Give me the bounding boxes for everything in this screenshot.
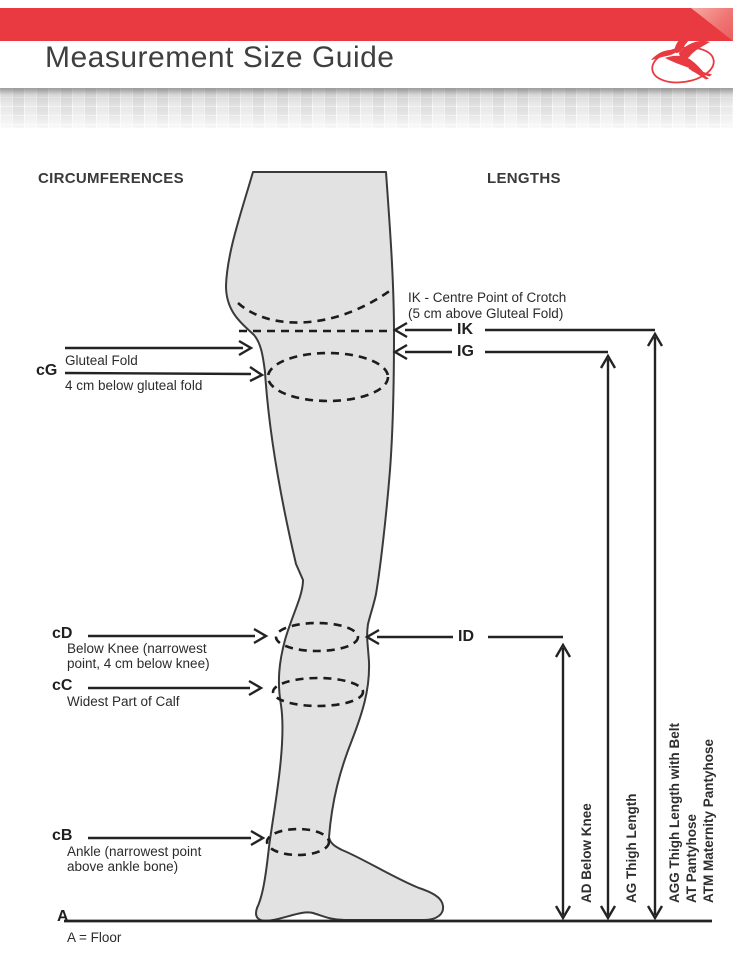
ik-note-line2: (5 cm above Gluteal Fold) <box>408 306 564 321</box>
atm-maternity-pantyhose-label: ATM Maternity Pantyhose <box>701 738 716 903</box>
ik-note-line1: IK - Centre Point of Crotch <box>408 290 567 305</box>
cc-arrow <box>88 681 261 695</box>
ik-arrow <box>395 323 655 337</box>
cg-code-label: cG <box>36 362 58 379</box>
agg-labels <box>666 723 717 903</box>
cg-description-label: 4 cm below gluteal fold <box>65 378 203 393</box>
ig-code-label: IG <box>457 343 474 360</box>
a-floor-label: A = Floor <box>67 930 122 945</box>
cd-code-label: cD <box>52 625 73 642</box>
circumferences-heading: CIRCUMFERENCES <box>38 170 184 187</box>
ig-arrow <box>395 345 608 359</box>
page-title: Measurement Size Guide <box>45 41 395 74</box>
ag-thigh-length-label: AG Thigh Length <box>624 793 639 903</box>
ag-length-arrow <box>601 356 615 918</box>
cb-arrow <box>88 831 263 845</box>
cc-code-label: cC <box>52 677 73 694</box>
at-pantyhose-label: AT Pantyhose <box>684 813 699 903</box>
cc-description-label: Widest Part of Calf <box>67 694 180 709</box>
ik-code-label: IK <box>457 321 473 338</box>
agg-length-arrow <box>648 334 662 918</box>
cb-description-label: Ankle (narrowest point above ankle bone) <box>67 844 202 874</box>
gluteal-fold-label: Gluteal Fold <box>65 353 138 368</box>
cd-description-label: Below Knee (narrowest point, 4 cm below knee) <box>67 641 210 671</box>
ad-length-arrow <box>556 645 570 918</box>
agg-thigh-length-with-belt-label: AGG Thigh Length with Belt <box>667 723 682 903</box>
a-code-label: A <box>57 908 69 925</box>
ad-below-knee-label: AD Below Knee <box>579 803 594 903</box>
lengths-heading: LENGTHS <box>487 170 561 187</box>
id-code-label: ID <box>458 628 474 645</box>
leg-silhouette <box>226 172 443 921</box>
cb-code-label: cB <box>52 827 73 844</box>
